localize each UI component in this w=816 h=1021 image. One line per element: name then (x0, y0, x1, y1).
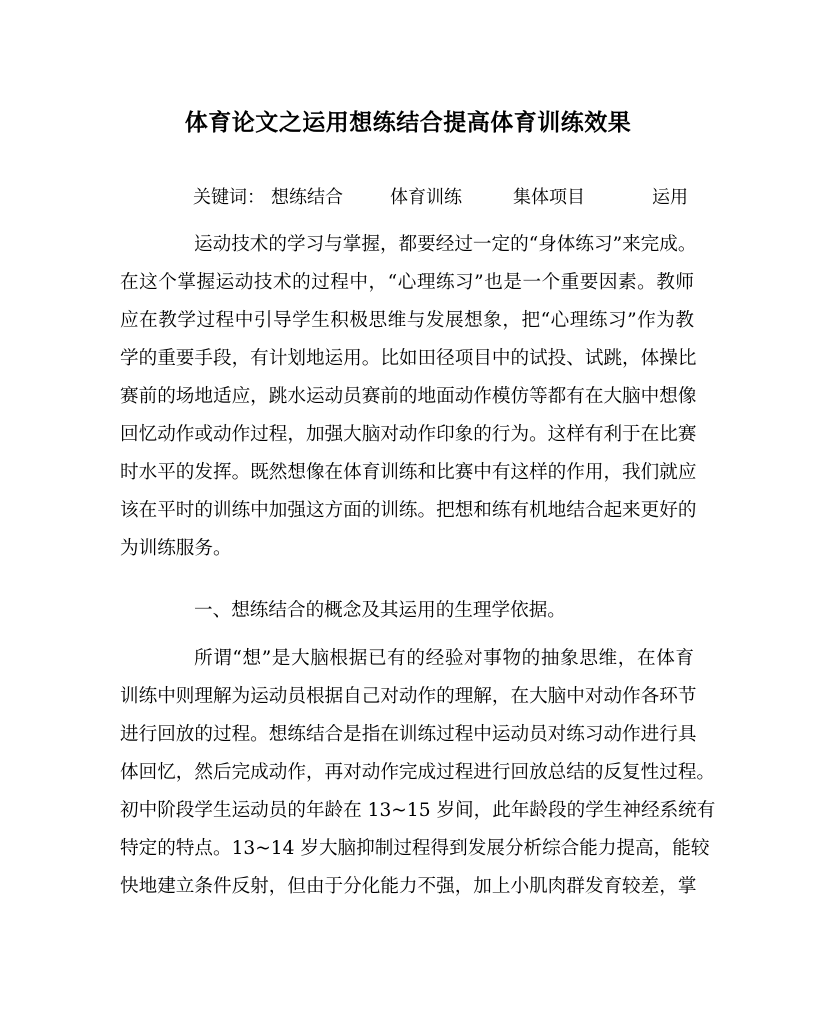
paragraph-line: 运动技术的学习与掌握，都要经过一定的“身体练习”来完成。 (194, 234, 697, 255)
paragraph-line: 回忆动作或动作过程，加强大脑对动作印象的行为。这样有利于在比赛 (120, 424, 697, 445)
paragraph-line: 所谓“想”是大脑根据已有的经验对事物的抽象思维，在体育 (194, 648, 694, 669)
document-title: 体育论文之运用想练结合提高体育训练效果 (184, 109, 632, 136)
paragraph-definition (120, 640, 716, 906)
paragraph-line: 体回忆，然后完成动作，再对动作完成过程进行回放总结的反复性过程。 (120, 762, 716, 783)
paragraph-line: 赛前的场地适应，跳水运动员赛前的地面动作模仿等都有在大脑中想像 (120, 386, 697, 407)
section-heading (120, 592, 694, 630)
paragraph-intro (120, 226, 697, 568)
paragraph-line: 初中阶段学生运动员的年龄在 13~15 岁间，此年龄段的学生神经系统有 (120, 800, 716, 821)
keyword-item: 运用 (652, 187, 688, 208)
paragraph-line: 为训练服务。 (120, 538, 232, 559)
keyword-item: 集体项目 (513, 187, 585, 208)
paragraph-line: 该在平时的训练中加强这方面的训练。把想和练有机地结合起来更好的 (120, 500, 697, 521)
paragraph-line: 特定的特点。13~14 岁大脑抑制过程得到发展分析综合能力提高，能较 (120, 838, 710, 859)
section-heading-text: 一、想练结合的概念及其运用的生理学依据。 (194, 600, 566, 621)
paragraph-line: 学的重要手段，有计划地运用。比如田径项目中的试投、试跳，体操比 (120, 348, 697, 369)
paragraph-line: 快地建立条件反射，但由于分化能力不强，加上小肌肉群发育较差，掌 (120, 876, 697, 897)
paragraph-line: 在这个掌握运动技术的过程中，“心理练习”也是一个重要因素。教师 (120, 272, 694, 293)
paragraph-line: 应在教学过程中引导学生积极思维与发展想象，把“心理练习”作为教 (120, 310, 694, 331)
keywords-label: 关键词： (193, 187, 265, 208)
keyword-item: 想练结合 (271, 187, 343, 208)
paragraph-line: 进行回放的过程。想练结合是指在训练过程中运动员对练习动作进行具 (120, 724, 697, 745)
keyword-item: 体育训练 (390, 187, 462, 208)
paragraph-line: 训练中则理解为运动员根据自己对动作的理解，在大脑中对动作各环节 (120, 686, 697, 707)
paragraph-line: 时水平的发挥。既然想像在体育训练和比赛中有这样的作用，我们就应 (120, 462, 697, 483)
